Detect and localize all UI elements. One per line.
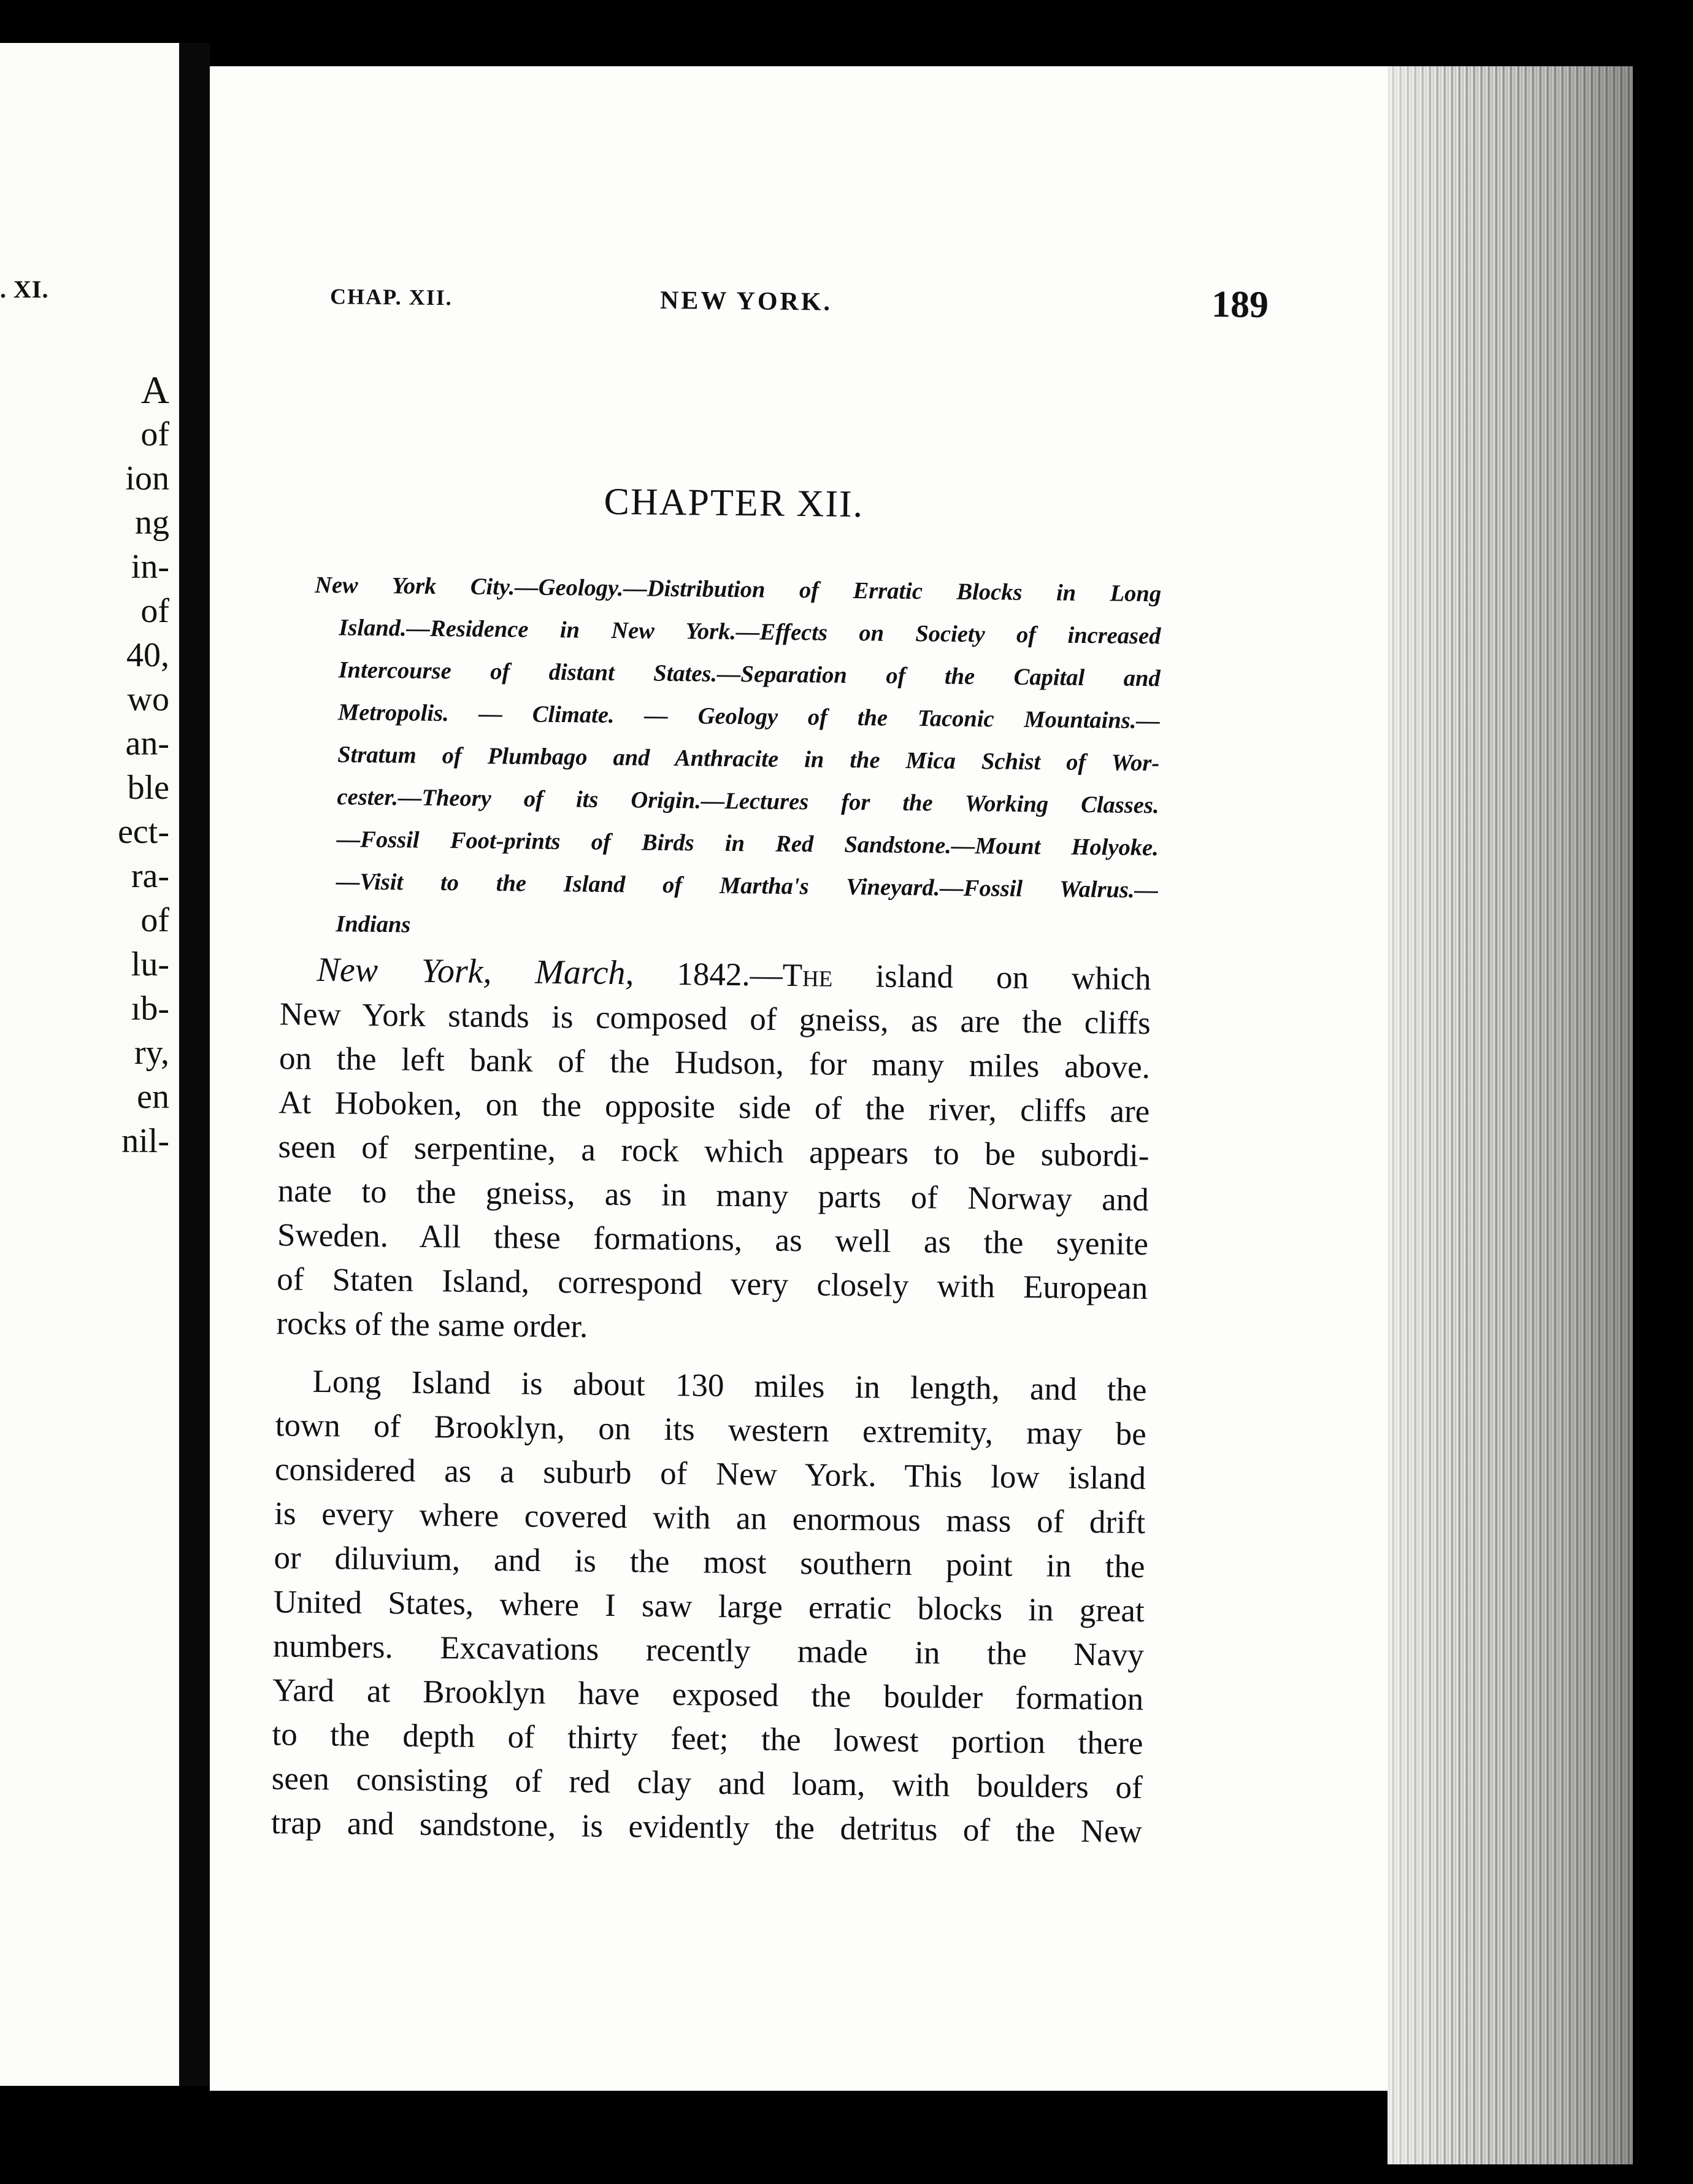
facing-line-ending: ion	[125, 459, 169, 498]
facing-line-ending: ra-	[131, 857, 169, 895]
facing-page-running-head: . XI.	[0, 275, 49, 303]
opening-word: The	[782, 957, 833, 994]
running-head	[329, 276, 1269, 347]
text-line: Yard at Brooklyn have exposed the boulder formation	[272, 1672, 1144, 1718]
synopsis-line: New York City.—Geology.—Distribution of Erratic Blocks in Long	[314, 572, 1162, 607]
facing-line-ending: of	[140, 901, 169, 939]
synopsis-line: Metropolis. — Climate. — Geology of the Taconic Mountains.—	[337, 699, 1161, 734]
chapter-title: CHAPTER XII.	[604, 480, 864, 526]
chapter-label: CHAP. XII.	[329, 284, 453, 310]
page-number: 189	[1211, 283, 1269, 326]
synopsis-line: Indians	[336, 911, 411, 938]
text-line: rocks of the same order.	[276, 1305, 588, 1345]
facing-line-ending: ect-	[118, 813, 169, 851]
synopsis-line: —Fossil Foot-prints of Birds in Red Sandstone.—Mount Holyoke.	[336, 826, 1159, 861]
facing-line-ending: ıb-	[131, 990, 169, 1028]
text-line: Long Island is about 130 miles in length, and the	[312, 1363, 1147, 1409]
text-line: United States, where I saw large erratic blocks in great	[273, 1584, 1145, 1629]
text-line: At Hoboken, on the opposite side of the river, cliffs are	[278, 1085, 1150, 1130]
book-gutter	[179, 43, 210, 2086]
facing-line-ending: nil-	[121, 1122, 169, 1160]
paragraph	[271, 1359, 1147, 1854]
synopsis-line: Intercourse of distant States.—Separation of the Capital and	[338, 657, 1161, 692]
text-line: trap and sandstone, is evidently the detritus of the New	[271, 1805, 1143, 1850]
facing-line-ending: in-	[131, 548, 169, 586]
running-title: NEW YORK.	[659, 286, 833, 317]
facing-line-ending: lu-	[131, 945, 169, 983]
text-line: or diluvium, and is the most southern point in the	[274, 1540, 1145, 1585]
year: 1842.—	[634, 956, 783, 993]
facing-line-ending: of	[140, 415, 169, 453]
text-line: to the depth of thirty feet; the lowest portion there	[272, 1717, 1143, 1762]
facing-line-ending: ng	[135, 504, 169, 542]
paragraph	[276, 947, 1151, 1355]
synopsis-line: Stratum of Plumbago and Anthracite in the Mica Schist of Wor-	[337, 742, 1160, 777]
facing-line-ending: an-	[125, 725, 169, 763]
text-line: is every where covered with an enormous mass of drift	[274, 1496, 1146, 1541]
synopsis-line: Island.—Residence in New York.—Effects on Society of increased	[339, 615, 1161, 650]
facing-line-ending: A	[140, 368, 169, 412]
facing-page-fragment	[0, 43, 179, 2086]
text-line: considered as a suburb of New York. This low island	[274, 1452, 1146, 1497]
synopsis-line: —Visit to the Island of Martha's Vineyard.—Fossil Walrus.—	[336, 869, 1159, 904]
body-text	[271, 947, 1151, 1854]
text-line: seen consisting of red clay and loam, with boulders of	[271, 1761, 1143, 1806]
page-edges-shading	[1388, 66, 1633, 2164]
facing-line-ending: wo	[127, 680, 169, 718]
text-line: Sweden. All these formations, as well as the syenite	[277, 1217, 1149, 1263]
line-text: island on which	[832, 958, 1151, 998]
facing-line-ending: ble	[127, 769, 169, 807]
facing-line-ending: ry,	[134, 1034, 169, 1072]
facing-line-ending: of	[140, 592, 169, 630]
text-line: seen of serpentine, a rock which appears to be subordi-	[278, 1129, 1150, 1174]
place-date: New York, March,	[317, 950, 634, 993]
chapter-synopsis	[311, 564, 1161, 954]
text-line: on the left bank of the Hudson, for many miles above.	[278, 1040, 1151, 1086]
text-line: town of Brooklyn, on its western extremity, may be	[275, 1407, 1147, 1453]
synopsis-line: cester.—Theory of its Origin.—Lectures for the Working Classes.	[337, 784, 1159, 819]
text-line: numbers. Excavations recently made in the Navy	[272, 1628, 1145, 1674]
page-content	[210, 66, 1388, 2091]
book-page	[210, 66, 1388, 2091]
facing-page-line-endings	[118, 368, 169, 1163]
text-line: nate to the gneiss, as in many parts of Norway and	[277, 1173, 1150, 1218]
text-line: of Staten Island, correspond very closely with European	[276, 1261, 1148, 1307]
facing-line-ending: 40,	[126, 636, 169, 674]
facing-line-ending: en	[137, 1078, 169, 1116]
text-line: New York stands is composed of gneiss, as are the cliffs	[279, 996, 1151, 1042]
